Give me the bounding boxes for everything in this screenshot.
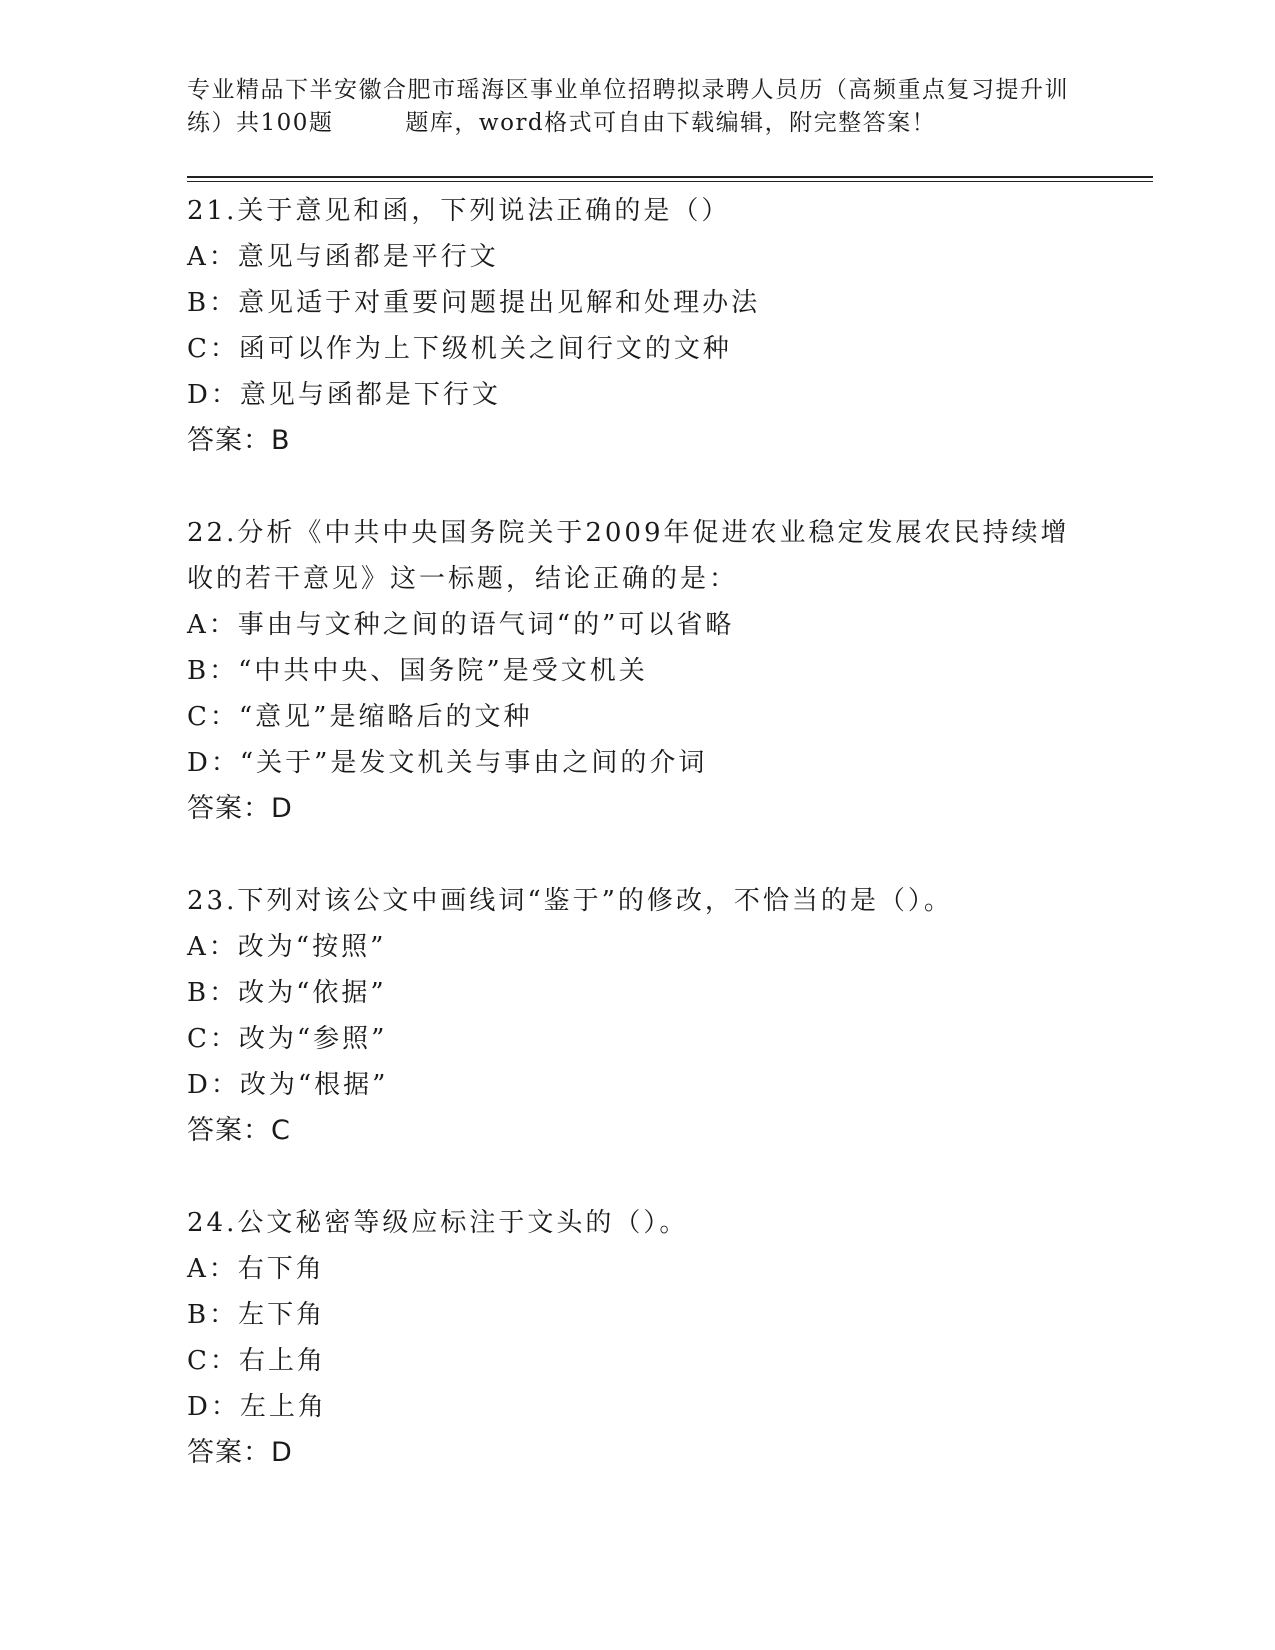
question-stem: 24.公文秘密等级应标注于文头的（）。	[187, 1208, 689, 1238]
header-title-part-1: 练）共100题	[187, 110, 334, 136]
header-divider-thin	[187, 181, 1153, 182]
question-stem: 21.关于意见和函，下列说法正确的是（）	[187, 196, 731, 226]
header-divider-thick	[187, 176, 1153, 178]
option-b: B：改为“依据”	[187, 978, 387, 1008]
header-title-line-1: 专业精品下半安徽合肥市瑶海区事业单位招聘拟录聘人员历（高频重点复习提升训	[187, 77, 1069, 103]
option-b: B：“中共中央、国务院”是受文机关	[187, 656, 648, 686]
option-a: A：右下角	[187, 1254, 325, 1284]
option-d: D：意见与函都是下行文	[187, 380, 501, 410]
option-c: C：右上角	[187, 1346, 326, 1376]
option-a: A：事由与文种之间的语气词“的”可以省略	[187, 610, 735, 640]
question-21	[187, 188, 1147, 464]
option-d: D：左上角	[187, 1392, 327, 1422]
question-24	[187, 1200, 1147, 1476]
answer-label: 答案：C	[187, 1115, 291, 1146]
option-a: A：意见与函都是平行文	[187, 242, 499, 272]
header-title-line-2	[187, 107, 1097, 140]
answer-label: 答案：D	[187, 1437, 293, 1468]
header-title-part-2: 题库，word格式可自由下载编辑，附完整答案！	[405, 110, 937, 136]
option-b: B：意见适于对重要问题提出见解和处理办法	[187, 288, 761, 318]
option-d: D：“关于”是发文机关与事由之间的介词	[187, 748, 708, 778]
question-22	[187, 510, 1147, 832]
question-stem-line-2: 收的若干意见》这一标题，结论正确的是：	[187, 564, 739, 594]
question-list	[187, 188, 1147, 1522]
question-stem: 23.下列对该公文中画线词“鉴于”的修改，不恰当的是（）。	[187, 886, 953, 916]
option-c: C：函可以作为上下级机关之间行文的文种	[187, 334, 732, 364]
option-c: C：改为“参照”	[187, 1024, 388, 1054]
question-23	[187, 878, 1147, 1154]
document-header	[187, 74, 1097, 140]
option-b: B：左下角	[187, 1300, 326, 1330]
option-c: C：“意见”是缩略后的文种	[187, 702, 533, 732]
answer-label: 答案：B	[187, 425, 291, 456]
question-stem-line-1: 22.分析《中共中央国务院关于2009年促进农业稳定发展农民持续增	[187, 518, 1070, 548]
option-d: D：改为“根据”	[187, 1070, 389, 1100]
answer-label: 答案：D	[187, 793, 293, 824]
option-a: A：改为“按照”	[187, 932, 387, 962]
